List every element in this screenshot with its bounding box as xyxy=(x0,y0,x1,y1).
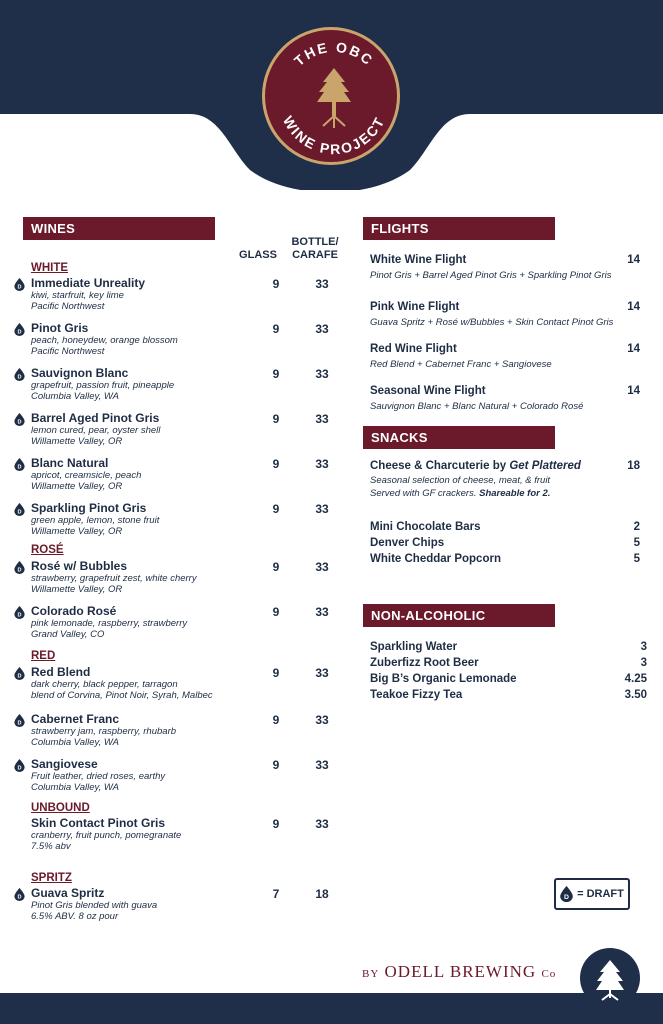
glass-column-header: GLASS xyxy=(239,249,277,261)
draft-drop-icon xyxy=(14,323,25,336)
wine-name: Pinot Gris xyxy=(31,321,89,335)
wine-item xyxy=(14,604,344,648)
wine-region: Columbia Valley, WA xyxy=(31,782,119,793)
wine-notes: dark cherry, black pepper, tarragon xyxy=(31,679,178,690)
draft-drop-icon xyxy=(14,458,25,471)
wine-region: Willamette Valley, OR xyxy=(31,436,123,447)
wine-notes: pink lemonade, raspberry, strawberry xyxy=(31,618,188,629)
na-item: Zuberfizz Root Beer 3 xyxy=(370,657,647,669)
svg-text:WINE PROJECT: WINE PROJECT xyxy=(279,113,388,158)
wine-region: blend of Corvina, Pinot Noir, Syrah, Malbec xyxy=(31,690,213,701)
wine-item xyxy=(14,366,344,410)
flight-item: Seasonal Wine Flight 14 Sauvignon Blanc + Blanc Natural + Colorado Rosé xyxy=(370,385,640,412)
svg-text:D: D xyxy=(17,720,22,727)
draft-drop-icon xyxy=(14,278,25,291)
wine-item xyxy=(14,321,344,365)
wine-name: Sparkling Pinot Gris xyxy=(31,501,147,515)
category-rose: ROSÉ xyxy=(31,544,64,556)
flight-item: White Wine Flight 14 Pinot Gris + Barrel Aged Pinot Gris + Sparkling Pinot Gris xyxy=(370,254,640,281)
wine-region: 6.5% ABV. 8 oz pour xyxy=(31,911,119,922)
tree-icon xyxy=(580,948,640,1008)
wine-notes: strawberry, grapefruit zest, white cherry xyxy=(31,573,197,584)
snack-item: Denver Chips 5 xyxy=(370,537,640,549)
glass-price: 7 xyxy=(272,887,280,901)
wines-section-header: WINES xyxy=(23,217,215,240)
bottle-price: 33 xyxy=(315,412,329,426)
footer-tree-badge xyxy=(580,948,640,1008)
wine-item xyxy=(14,712,344,756)
draft-drop-icon xyxy=(14,606,25,619)
wine-item xyxy=(14,411,344,455)
svg-text:D: D xyxy=(17,374,22,381)
svg-text:D: D xyxy=(17,284,22,291)
odell-brewing-byline: BY ODELL BREWING Co xyxy=(362,962,557,981)
glass-price: 9 xyxy=(272,412,280,426)
wine-notes: green apple, lemon, stone fruit xyxy=(31,515,160,526)
wine-notes: kiwi, starfruit, key lime xyxy=(31,290,124,301)
category-white: WHITE xyxy=(31,262,69,274)
wine-region: Columbia Valley, WA xyxy=(31,391,119,402)
draft-drop-icon xyxy=(14,561,25,574)
wine-item xyxy=(14,276,344,320)
flights-section-header: FLIGHTS xyxy=(363,217,555,240)
wine-name: Rosé w/ Bubbles xyxy=(31,559,128,573)
bottle-price: 33 xyxy=(315,758,329,772)
svg-text:D: D xyxy=(17,464,22,471)
svg-text:D: D xyxy=(17,329,22,336)
wine-name: Skin Contact Pinot Gris xyxy=(31,816,166,830)
svg-text:D: D xyxy=(17,509,22,516)
bottle-price: 33 xyxy=(315,367,329,381)
footer-band xyxy=(0,993,663,1024)
na-item: Sparkling Water 3 xyxy=(370,641,647,653)
wine-region: Grand Valley, CO xyxy=(31,629,105,640)
draft-drop-icon xyxy=(560,886,573,902)
draft-drop-icon xyxy=(14,714,25,727)
category-spritz: SPRITZ xyxy=(31,872,72,884)
snack-item: Mini Chocolate Bars 2 xyxy=(370,521,640,533)
bottle-price: 33 xyxy=(315,277,329,291)
wine-item xyxy=(14,665,344,709)
wine-region: Pacific Northwest xyxy=(31,301,105,312)
wine-name: Immediate Unreality xyxy=(31,276,146,290)
wine-item xyxy=(14,559,344,603)
glass-price: 9 xyxy=(272,277,280,291)
wine-region: Columbia Valley, WA xyxy=(31,737,119,748)
wine-notes: grapefruit, passion fruit, pineapple xyxy=(31,380,175,391)
bottle-price: 18 xyxy=(315,887,329,901)
bottle-price: 33 xyxy=(315,713,329,727)
na-item: Teakoe Fizzy Tea 3.50 xyxy=(370,689,647,701)
wine-name: Blanc Natural xyxy=(31,456,109,470)
bottle-price: 33 xyxy=(315,560,329,574)
draft-legend xyxy=(554,878,630,910)
wine-name: Colorado Rosé xyxy=(31,604,117,618)
snack-item: White Cheddar Popcorn 5 xyxy=(370,553,640,565)
draft-drop-icon xyxy=(14,667,25,680)
wine-notes: cranberry, fruit punch, pomegranate xyxy=(31,830,182,841)
draft-drop-icon xyxy=(14,759,25,772)
obc-wine-project-logo xyxy=(257,22,405,170)
wine-name: Cabernet Franc xyxy=(31,712,120,726)
wine-item xyxy=(14,886,344,930)
wine-notes: strawberry jam, raspberry, rhubarb xyxy=(31,726,177,737)
glass-price: 9 xyxy=(272,457,280,471)
glass-price: 9 xyxy=(272,817,280,831)
non-alcoholic-section-header: NON-ALCOHOLIC xyxy=(363,604,555,627)
glass-price: 9 xyxy=(272,713,280,727)
glass-price: 9 xyxy=(272,502,280,516)
glass-price: 9 xyxy=(272,560,280,574)
draft-drop-icon xyxy=(14,368,25,381)
wine-region: Willamette Valley, OR xyxy=(31,481,123,492)
logo-seal-text xyxy=(265,30,403,168)
wine-region: Pacific Northwest xyxy=(31,346,105,357)
svg-text:THE OBC: THE OBC xyxy=(290,38,377,70)
draft-drop-icon xyxy=(14,503,25,516)
svg-text:D: D xyxy=(17,567,22,574)
svg-text:D: D xyxy=(17,419,22,426)
wine-region: Willamette Valley, OR xyxy=(31,584,123,595)
wine-name: Sangiovese xyxy=(31,757,98,771)
wine-item xyxy=(14,757,344,801)
bottle-price: 33 xyxy=(315,666,329,680)
glass-price: 9 xyxy=(272,367,280,381)
draft-drop-icon xyxy=(14,888,25,901)
na-item: Big B’s Organic Lemonade 4.25 xyxy=(370,673,647,685)
svg-text:D: D xyxy=(17,765,22,772)
wine-notes: peach, honeydew, orange blossom xyxy=(31,335,178,346)
wine-name: Barrel Aged Pinot Gris xyxy=(31,411,160,425)
wine-item xyxy=(14,816,344,860)
draft-legend-label: = DRAFT xyxy=(577,888,624,900)
glass-price: 9 xyxy=(272,666,280,680)
wine-notes: Fruit leather, dried roses, earthy xyxy=(31,771,166,782)
bottle-price: 33 xyxy=(315,605,329,619)
wine-name: Sauvignon Blanc xyxy=(31,366,129,380)
bottle-price: 33 xyxy=(315,457,329,471)
wine-region: 7.5% abv xyxy=(31,841,71,852)
wine-notes: Pinot Gris blended with guava xyxy=(31,900,158,911)
bottle-carafe-column-header: BOTTLE/ CARAFE xyxy=(291,236,339,261)
glass-price: 9 xyxy=(272,322,280,336)
category-red: RED xyxy=(31,650,56,662)
flight-item: Red Wine Flight 14 Red Blend + Cabernet Franc + Sangiovese xyxy=(370,343,640,370)
svg-text:D: D xyxy=(17,673,22,680)
wine-item xyxy=(14,456,344,500)
svg-text:D: D xyxy=(17,612,22,619)
wine-region: Willamette Valley, OR xyxy=(31,526,123,537)
bottle-price: 33 xyxy=(315,502,329,516)
wine-name: Guava Spritz xyxy=(31,886,105,900)
flight-item: Pink Wine Flight 14 Guava Spritz + Rosé w/Bubbles + Skin Contact Pinot Gris xyxy=(370,301,640,328)
bottle-price: 33 xyxy=(315,322,329,336)
svg-text:D: D xyxy=(564,894,570,902)
tree-leaf-icon xyxy=(317,68,351,128)
wine-notes: apricot, creamsicle, peach xyxy=(31,470,142,481)
cheese-charcuterie-item: Cheese & Charcuterie by Get Plattered 18 Seasonal selection of cheese, meat, & fruit Served with GF crackers. Shareable for 2. xyxy=(370,460,640,499)
wine-name: Red Blend xyxy=(31,665,91,679)
svg-text:D: D xyxy=(17,894,22,901)
category-unbound: UNBOUND xyxy=(31,802,90,814)
glass-price: 9 xyxy=(272,758,280,772)
wine-notes: lemon cured, pear, oyster shell xyxy=(31,425,161,436)
glass-price: 9 xyxy=(272,605,280,619)
draft-drop-icon xyxy=(14,413,25,426)
snacks-section-header: SNACKS xyxy=(363,426,555,449)
bottle-price: 33 xyxy=(315,817,329,831)
wine-item xyxy=(14,501,344,545)
